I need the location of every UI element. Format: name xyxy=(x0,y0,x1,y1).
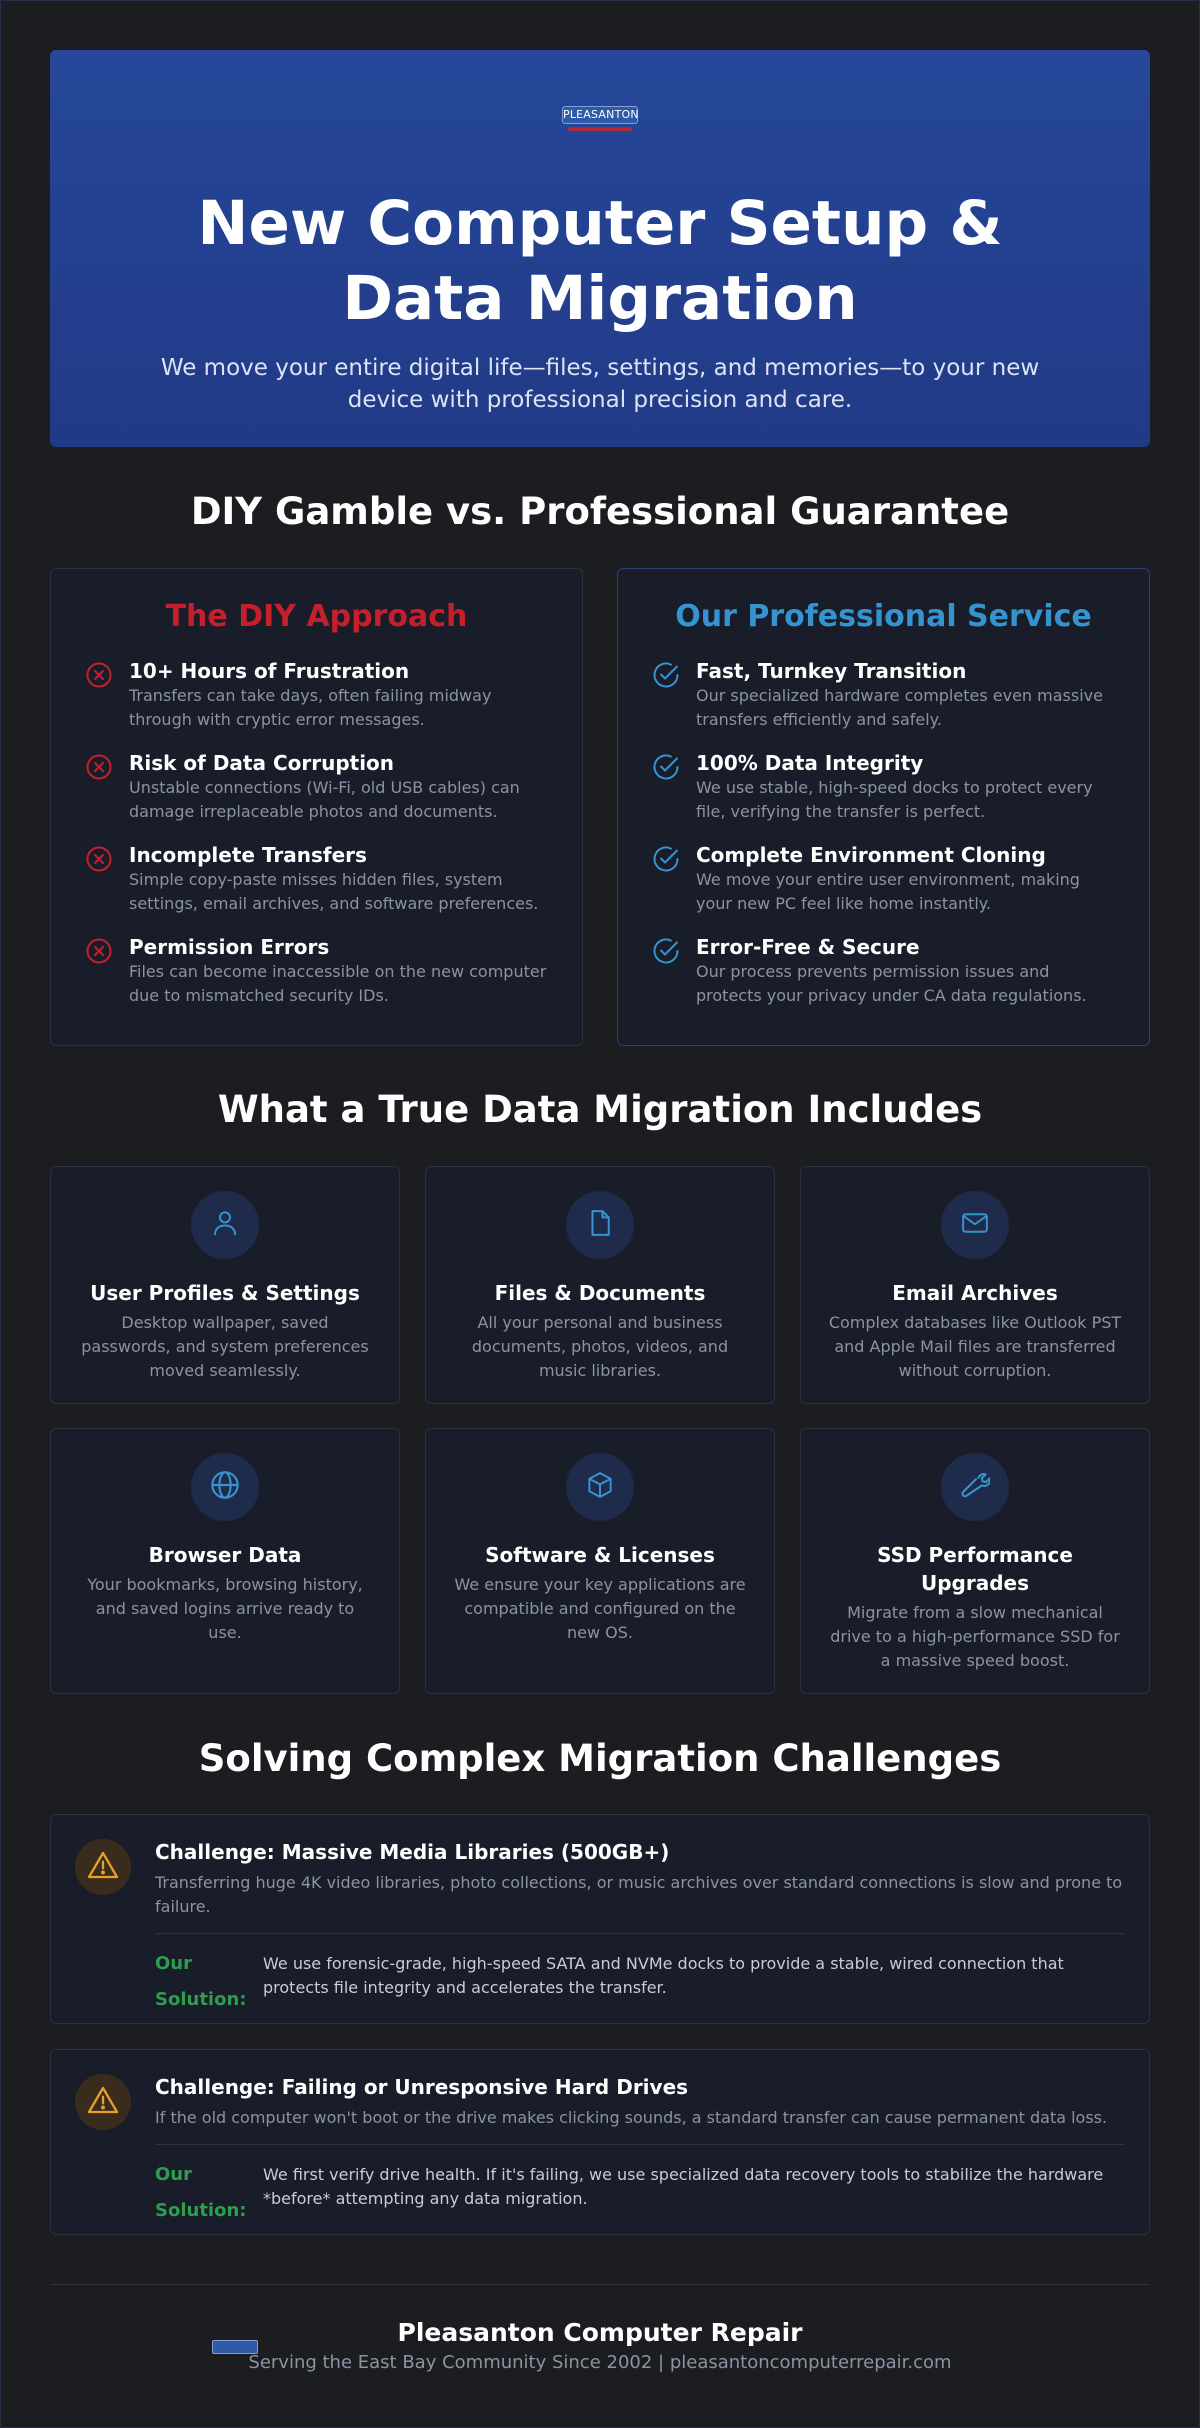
pro-item xyxy=(652,658,1115,750)
pro-item xyxy=(652,842,1115,934)
feature-desc: All your personal and business documents, photos, videos, and music libraries. xyxy=(471,1313,729,1380)
logo-wordmark: PLEASANTON xyxy=(562,106,638,124)
x-circle-icon xyxy=(85,937,113,965)
feature-desc: Migrate from a slow mechanical drive to a high-performance SSD for a massive speed boost. xyxy=(830,1603,1120,1670)
diy-list xyxy=(85,658,548,1026)
check-circle-icon xyxy=(652,661,680,689)
check-circle-icon xyxy=(652,753,680,781)
diy-item-desc: Simple copy-paste misses hidden files, system settings, email archives, and software preferences. xyxy=(129,870,539,913)
pro-item xyxy=(652,934,1115,1026)
x-circle-icon xyxy=(85,753,113,781)
wrench-icon-badge xyxy=(941,1453,1009,1521)
pro-item-desc: Our process prevents permission issues and protects your privacy under CA data regulations. xyxy=(696,962,1087,1005)
diy-item xyxy=(85,934,548,1026)
footer-tagline: Serving the East Bay Community Since 2002 | pleasantoncomputerrepair.com xyxy=(248,2352,952,2373)
feature-desc: Desktop wallpaper, saved passwords, and system preferences moved seamlessly. xyxy=(81,1313,369,1380)
globe-icon xyxy=(209,1469,241,1505)
check-circle-icon xyxy=(652,937,680,965)
feature-title: Email Archives xyxy=(892,1281,1058,1305)
hero-banner xyxy=(50,50,1150,447)
diy-item-title: Permission Errors xyxy=(129,935,330,959)
feature-card xyxy=(50,1166,400,1404)
challenge-desc: Transferring huge 4K video libraries, photo collections, or music archives over standard connections is slow and prone to failure. xyxy=(155,1873,1123,1916)
solution-row xyxy=(155,2157,1125,2229)
diy-approach-card xyxy=(50,568,583,1046)
pro-item-title: Error-Free & Secure xyxy=(696,935,920,959)
page-title: New Computer Setup & Data Migration xyxy=(197,188,1003,334)
warning-icon xyxy=(87,1850,119,1884)
solution-row xyxy=(155,1946,1125,2018)
diy-item-desc: Unstable connections (Wi-Fi, old USB cables) can damage irreplaceable photos and documents. xyxy=(129,778,520,821)
logo-underline xyxy=(568,127,632,131)
pro-heading: Our Professional Service xyxy=(675,599,1092,634)
feature-card xyxy=(425,1428,775,1694)
warning-badge xyxy=(75,1839,131,1895)
pro-item-desc: Our specialized hardware completes even massive transfers efficiently and safely. xyxy=(696,686,1103,729)
pro-item-title: Fast, Turnkey Transition xyxy=(696,659,967,683)
mail-icon-badge xyxy=(941,1191,1009,1259)
diy-heading: The DIY Approach xyxy=(165,599,468,634)
footer-divider xyxy=(50,2284,1150,2285)
includes-section-title: What a True Data Migration Includes xyxy=(217,1088,983,1131)
professional-service-card xyxy=(617,568,1150,1046)
solution-text: We first verify drive health. If it's failing, we use specialized data recovery tools to stabilize the hardware *before* attempting any data migration. xyxy=(263,2165,1104,2208)
diy-item xyxy=(85,750,548,842)
diy-item-desc: Transfers can take days, often failing midway through with cryptic error messages. xyxy=(129,686,492,729)
feature-desc: Your bookmarks, browsing history, and saved logins arrive ready to use. xyxy=(87,1575,363,1642)
challenge-card xyxy=(50,2049,1150,2235)
user-icon xyxy=(210,1208,240,1242)
box-icon-badge xyxy=(566,1453,634,1521)
challenge-title: Challenge: Massive Media Libraries (500GB+) xyxy=(155,1840,670,1864)
feature-title: SSD Performance Upgrades xyxy=(877,1543,1073,1595)
challenge-card xyxy=(50,1814,1150,2024)
x-circle-icon xyxy=(85,661,113,689)
challenge-desc: If the old computer won't boot or the drive makes clicking sounds, a standard transfer can cause permanent data loss. xyxy=(155,2108,1108,2127)
pro-item-desc: We use stable, high-speed docks to protect every file, verifying the transfer is perfect. xyxy=(696,778,1093,821)
warning-icon xyxy=(87,2085,119,2119)
warning-badge xyxy=(75,2074,131,2130)
feature-title: User Profiles & Settings xyxy=(90,1281,360,1305)
footer-company-name: Pleasanton Computer Repair xyxy=(397,2318,803,2347)
diy-item-desc: Files can become inaccessible on the new computer due to mismatched security IDs. xyxy=(129,962,547,1005)
solution-label: Our Solution: xyxy=(155,2164,247,2221)
page-subtitle: We move your entire digital life—files, settings, and memories—to your new device with professional precision and care. xyxy=(160,355,1040,413)
pro-item-desc: We move your entire user environment, making your new PC feel like home instantly. xyxy=(696,870,1080,913)
feature-card xyxy=(800,1428,1150,1694)
challenge-divider xyxy=(155,2144,1125,2145)
globe-icon-badge xyxy=(191,1453,259,1521)
challenge-divider xyxy=(155,1933,1125,1934)
diy-item xyxy=(85,842,548,934)
diy-item xyxy=(85,658,548,750)
check-circle-icon xyxy=(652,845,680,873)
comparison-section-title: DIY Gamble vs. Professional Guarantee xyxy=(190,490,1010,533)
diy-item-title: Risk of Data Corruption xyxy=(129,751,395,775)
solution-label: Our Solution: xyxy=(155,1953,247,2010)
pro-item xyxy=(652,750,1115,842)
feature-card xyxy=(50,1428,400,1694)
feature-desc: We ensure your key applications are compatible and configured on the new OS. xyxy=(454,1575,746,1642)
feature-card xyxy=(425,1166,775,1404)
pro-item-title: Complete Environment Cloning xyxy=(696,843,1046,867)
solution-text: We use forensic-grade, high-speed SATA and NVMe docks to provide a stable, wired connection that protects file integrity and accelerates the transfer. xyxy=(263,1954,1064,1997)
diy-item-title: 10+ Hours of Frustration xyxy=(129,659,410,683)
user-icon-badge xyxy=(191,1191,259,1259)
x-circle-icon xyxy=(85,845,113,873)
wrench-icon xyxy=(960,1470,990,1504)
pro-list xyxy=(652,658,1115,1026)
feature-title: Software & Licenses xyxy=(485,1543,715,1567)
feature-title: Files & Documents xyxy=(494,1281,706,1305)
feature-title: Browser Data xyxy=(148,1543,302,1567)
feature-desc: Complex databases like Outlook PST and Apple Mail files are transferred without corruption. xyxy=(828,1313,1122,1380)
feature-card xyxy=(800,1166,1150,1404)
challenge-title: Challenge: Failing or Unresponsive Hard Drives xyxy=(155,2075,689,2099)
file-icon-badge xyxy=(566,1191,634,1259)
mail-icon xyxy=(959,1208,991,1242)
pro-item-title: 100% Data Integrity xyxy=(696,751,924,775)
challenges-section-title: Solving Complex Migration Challenges xyxy=(198,1737,1002,1780)
file-icon xyxy=(585,1208,615,1242)
box-icon xyxy=(585,1470,615,1504)
company-logo xyxy=(562,106,638,136)
diy-item-title: Incomplete Transfers xyxy=(129,843,367,867)
